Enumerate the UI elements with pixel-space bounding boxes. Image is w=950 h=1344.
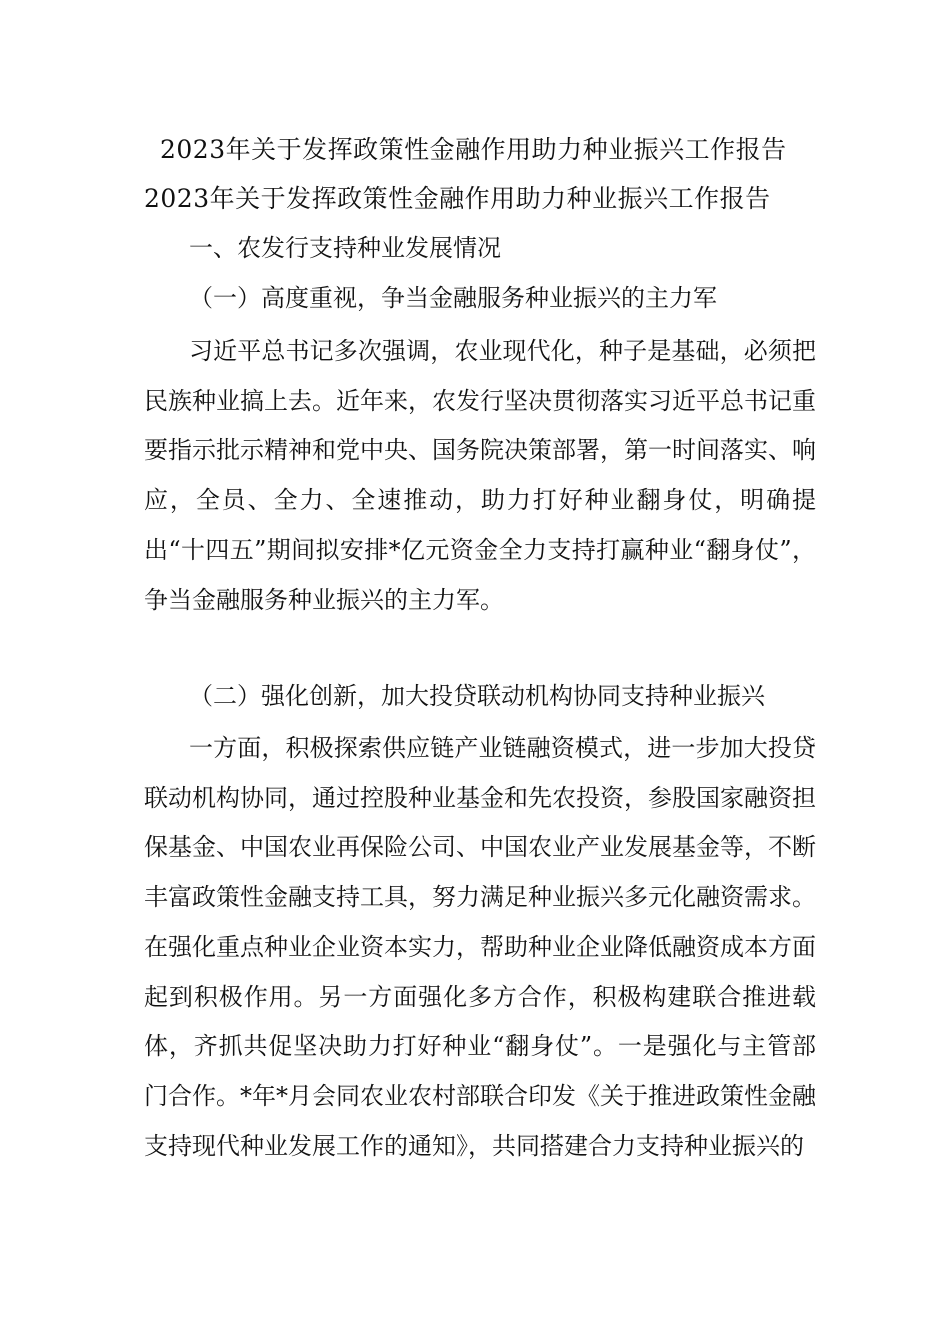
section-heading-1: 一、农发行支持种业发展情况 <box>189 234 501 262</box>
document-title-repeat: 2023年关于发挥政策性金融作用助力种业振兴工作报告 <box>144 184 771 213</box>
subsection-heading-2: （二）强化创新，加大投贷联动机构协同支持种业振兴 <box>189 682 765 710</box>
subsection-heading-1: （一）高度重视，争当金融服务种业振兴的主力军 <box>189 284 717 312</box>
paragraph-subsection-2: 一方面，积极探索供应链产业链融资模式，进一步加大投贷联动机构协同，通过控股种业基金和先农投资，参股国家融资担保基金、中国农业再保险公司、中国农业产业发展基金等，不断丰富政策性金融支持工具，努力满足种业振兴多元化融资需求。在强化重点种业企业资本实力，帮助种业企业降低融资成本方面起到积极作用。另一方面强化多方合作，积极构建联合推进载体，齐抓共促坚决助力打好种业“翻身仗”。一是强化与主管部门合作。*年*月会同农业农村部联合印发《关于推进政策性金融支持现代种业发展工作的通知》，共同搭建合力支持种业振兴的 <box>144 734 816 1160</box>
paragraph-subsection-1: 习近平总书记多次强调，农业现代化，种子是基础，必须把民族种业搞上去。近年来，农发行坚决贯彻落实习近平总书记重要指示批示精神和党中央、国务院决策部署，第一时间落实、响应，全员、全力、全速推动，助力打好种业翻身仗，明确提出“十四五”期间拟安排*亿元资金全力支持打赢种业“翻身仗”，争当金融服务种业振兴的主力军。 <box>144 337 816 614</box>
document-title: 2023年关于发挥政策性金融作用助力种业振兴工作报告 <box>160 135 787 164</box>
